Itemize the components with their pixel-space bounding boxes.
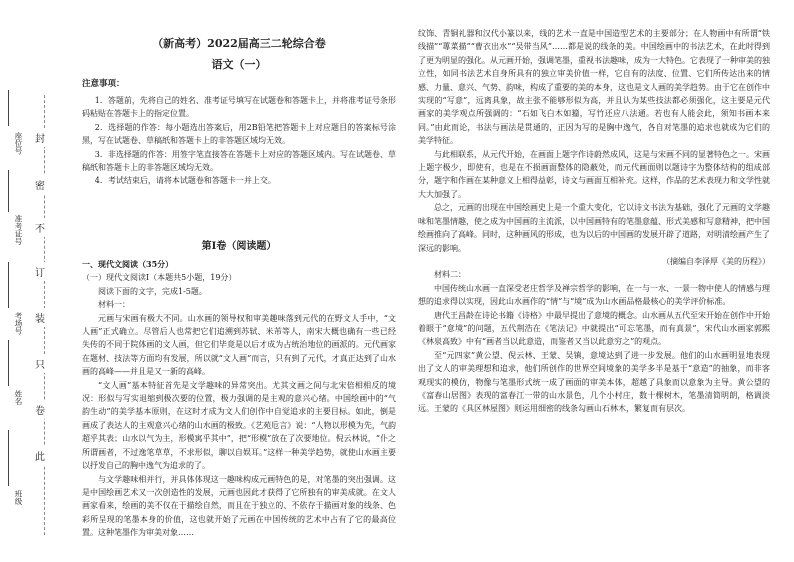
class-field-label: 班级 — [14, 490, 23, 505]
notice-item: 3．非选择题的作答：用签字笔直接答在答题卡上对应的答题区域内。写在试题卷、草稿纸和答题卡上的非答题区域均无效。 — [82, 149, 396, 173]
seat-number-blank[interactable] — [8, 90, 9, 126]
notice-item: 4．考试结束后，请将本试题卷和答题卡一并上交。 — [94, 176, 276, 186]
passage-paragraph: 唐代王昌龄在诗论书籍《诗格》中最早提出了意境的概念。山水画从五代至宋开始在创作中开始着眼于“意境”的问题，五代荆浩在《笔法记》中就提出“可忘笔墨，而有真景”，宋代山水画家郭熙《林泉高致》中有“画者当以此意造，而鉴者又当以此意穷之”的观点。 — [418, 310, 770, 347]
seat-number-field-label: 座位号 — [14, 132, 23, 155]
source-caption: （摘编自李泽厚《美的历程》） — [662, 256, 770, 266]
notice-item: 2．选择题的作答：每小题选出答案后，用2B铅笔把答题卡上对应题目的答案标号涂黑，写在试题卷、草稿纸和答题卡上的非答题区域均无效。 — [82, 122, 396, 146]
passage-paragraph: 与此相联系，从元代开始，在画面上题字作诗蔚然成风，这是与宋画不同的显著特色之一。宋画上题字极少，即使有，也是在不损画面整体的隐蔽处，而元代画面则以题诗字为整体结构的组成部分，题字和作画在某种意义上相得益彰，诗文与画面互相补充。这样，作品的艺术表现力和文学性就大大加强了。 — [418, 149, 770, 199]
reading-instruction: 阅读下面的文字，完成1-5题。 — [98, 286, 207, 296]
section-heading: 一、现代文阅读（35分） — [82, 259, 174, 269]
name-field-label: 姓名 — [14, 390, 23, 405]
binding-margin — [0, 0, 58, 562]
notice-heading: 注意事项： — [82, 79, 125, 89]
binding-mark: 密 — [35, 175, 45, 194]
binding-mark: 装 — [35, 308, 45, 327]
name-blank[interactable] — [8, 340, 9, 386]
passage-paragraph: 总之，元画的出现在中国绘画史上是一个重大变化，它以诗文书法为基础，强化了元画的文学趣味和笔墨情趣，使之成为中国画的主流派，以中国画特有的笔墨意蕴、形式美感和写意精神，把中国绘画推向了高峰。同时，这种画风的形成，也为以后的中国画的发展开辟了道路，对明清绘画产生了深远的影响。 — [418, 203, 770, 253]
binding-mark: 卷 — [35, 400, 45, 419]
exam-room-blank[interactable] — [8, 262, 9, 308]
passage-paragraph: 与文学趣味相并行，并具体体现这一趣味构成元画特色的是，对笔墨的突出强调。这是中国绘画艺术又一次创造性的发展，元画也因此才获得了它所独有的审美成就。在文人画家看来，绘画的美不仅在于描绘自然，而且在于独立的、不依存于描画对象的线条、色彩所呈现的笔墨本身的价值，这也就开始了元画在中国传统的艺术中占有了它的最高位置。这种笔墨作为审美对象…… — [82, 474, 396, 538]
part-title: 第Ⅰ卷（阅读题） — [201, 241, 277, 252]
class-blank[interactable] — [8, 430, 9, 486]
notice-item: 1．答题前，先将自己的姓名、准考证号填写在试题卷和答题卡上，并将准考证号条形码粘贴在答题卡上的指定位置。 — [82, 96, 396, 119]
binding-mark: 只 — [35, 354, 45, 373]
document-title: （新高考）2022届高三二轮综合卷 — [152, 37, 326, 50]
material-label: 材料二： — [434, 270, 466, 280]
binding-mark: 封 — [35, 128, 45, 147]
binding-mark: 订 — [35, 262, 45, 281]
passage-paragraph: 中国传统山水画一直深受老庄哲学及禅宗哲学的影响，在一与一水、一景一物中使人的情感与理想的追求得以实现，因此山水画作的“情”与“境”成为山水画品格最核心的美学评价标准。 — [418, 283, 770, 307]
passage-paragraph: 纹饰、青铜礼器和汉代小篆以来，线的艺术一直是中国造型艺术的主要部分；在人物画中有所谓“铁线描”“蓴菜描”“曹衣出水”“吴带当风”……都是说的线条的美。中国绘画中的书法艺术，在此时得到了更为明显的强化。从元画开始，强调笔墨，重视书法趣味，成为一大特色。它表现了一种审美的独立性，如同书法艺术自身所具有的独立审美价值一样，它自有的法度、位置、它们所传达出来的情感、力量、意兴、气势、韵味，构成了重要的美的本身，这也是文人画的美学趋势。由于它在创作中实现的“写意”，远离具象，故主张不能够形似为高，并且认为某些技法都必须强化，这主要是元代画家的美学观点所强调的：“石如飞白木如籀，写竹还应八法通。若也有人能会此，须知书画本来同。”由此而论，书法与画法是贯通的，正因为写的是胸中逸气，各自对笔墨的追求也就成为它们的美学特征。 — [418, 29, 770, 146]
subsection-heading: （一）现代文阅读Ⅰ（本题共5小题，19分） — [82, 273, 237, 283]
right-column — [418, 27, 770, 416]
exam-room-field-label: 考场号 — [14, 312, 23, 335]
left-body — [82, 258, 396, 540]
notice-list — [82, 94, 396, 188]
binding-mark: 此 — [35, 446, 45, 465]
passage-paragraph: 至“元四家”黄公望、倪云林、王蒙、吴镇，意境达到了进一步发展。他们的山水画明显地表现出了文人的审美理想和追求，他们所创作的世界空间境象的美学多半是基于“意造”的抽象，而非客观现实的模仿，物像与笔墨形式统一成了画面的审美本体，超越了具象而以意象为主导。黄公望的《富春山居图》表现的富春江一带的山水景色，几个小村庄，数十棵树木，笔墨清简明朗，格调淡远。王蒙的《具区林屋图》则运用细密的线条勾画山石林木，繁复而有层次。 — [418, 350, 770, 414]
passage-paragraph: 元画与宋画有极大不同。山水画的领导权和审美趣味落到元代的在野文人手中，“文人画”正式确立。尽管后人也常把它们追溯到苏轼、米芾等人，南宋大概也确有一些已经失传的不同于院体画的文人画，但它们毕竟是以后才成为占统治地位的画派的。元代画家在题材、技法等方面均有发展，所以就“文人画”而言，只有到了元代，才真正达到了山水画的高峰——并且是又一新的高峰。 — [82, 313, 396, 377]
binding-mark: 不 — [35, 218, 45, 237]
subject-title: 语文（一） — [211, 58, 267, 71]
material-label: 材料一： — [98, 300, 130, 310]
exam-number-blank[interactable] — [8, 170, 9, 212]
exam-number-field-label: 准考证号 — [14, 215, 23, 245]
passage-paragraph: “文人画”基本特征首先是文学趣味的异常突出。尤其文画之间与北宋倍相相反的境况：形似与写实退缩到极次要的位置，极力强调的是主观的意兴心绪。中国绘画中的“气韵生动”的美学基本原则，在这时才成为文人们创作中自觉追求的主要目标。如此，倒是画成了表达人的主观意兴心绪的山水画的极致。《艺苑卮言》说：“人物以形模为先，气韵超乎其表；山水以气为主，形模寓乎其中”，把“形模”放在了次要地位。倪云林说，“仆之所谓画者，不过逸笔草草，不求形似，聊以自娱耳。”这样一种美学趋势，就使山水画主要以抒发自己的胸中逸气为追求的了。 — [82, 380, 396, 471]
